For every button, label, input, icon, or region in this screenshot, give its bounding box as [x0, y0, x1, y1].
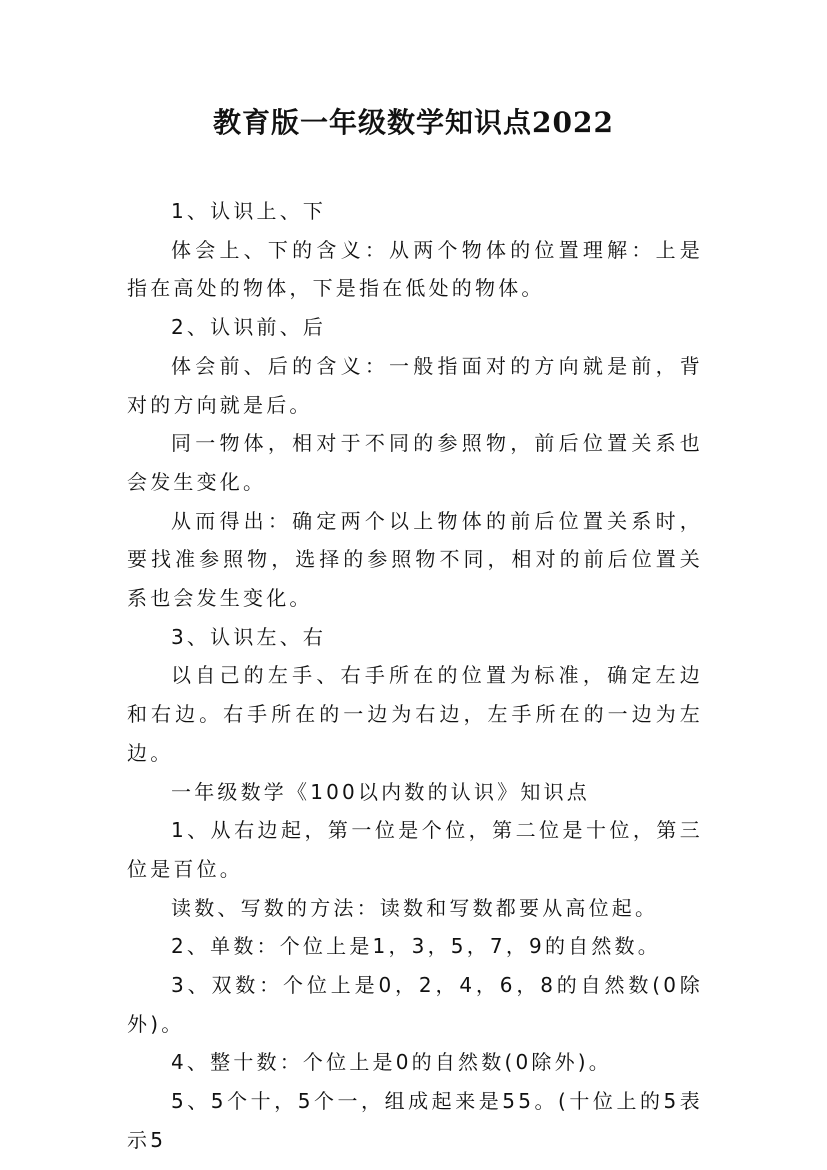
paragraph: 以自己的左手、右手所在的位置为标准，确定左边和右边。右手所在的一边为右边，左手所在的一边为左边。	[127, 663, 703, 765]
paragraph: 读数、写数的方法：读数和写数都要从高位起。	[171, 895, 659, 920]
paragraph: 2、认识前、后	[171, 315, 327, 340]
paragraph: 4、整十数：个位上是0的自然数(0除外)。	[171, 1050, 612, 1075]
paragraph: 3、认识左、右	[171, 624, 327, 649]
document-body	[127, 192, 703, 1160]
paragraph: 从而得出：确定两个以上物体的前后位置关系时，要找准参照物，选择的参照物不同，相对的前后位置关系也会发生变化。	[127, 508, 703, 611]
paragraph: 体会前、后的含义：一般指面对的方向就是前，背对的方向就是后。	[127, 353, 703, 417]
paragraph: 5、5个十，5个一，组成起来是55。(十位上的5表示5	[127, 1089, 703, 1152]
paragraph: 一年级数学《100以内数的认识》知识点	[171, 779, 590, 804]
paragraph: 1、认识上、下	[171, 199, 327, 223]
paragraph: 体会上、下的含义：从两个物体的位置理解：上是指在高处的物体，下是指在低处的物体。	[127, 237, 703, 301]
document-title: 教育版一年级数学知识点2022	[213, 106, 614, 139]
paragraph: 2、单数：个位上是1，3，5，7，9的自然数。	[171, 934, 661, 959]
paragraph: 同一物体，相对于不同的参照物，前后位置关系也会发生变化。	[127, 431, 703, 494]
paragraph: 1、从右边起，第一位是个位，第二位是十位，第三位是百位。	[127, 818, 703, 881]
paragraph: 3、双数：个位上是0，2，4，6，8的自然数(0除外)。	[127, 973, 703, 1036]
